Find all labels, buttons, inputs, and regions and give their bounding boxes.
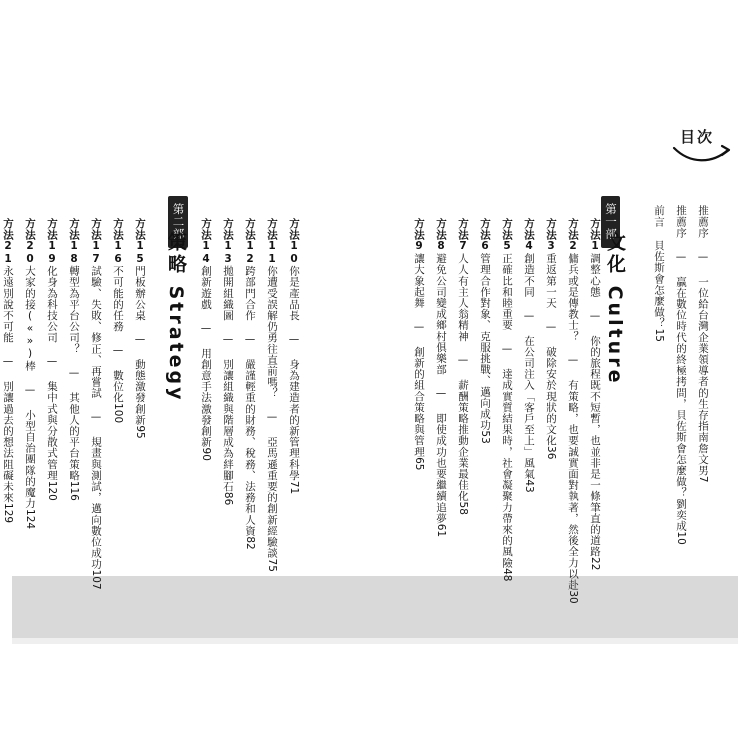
front-matter-author: 劉奕成 — [675, 498, 687, 532]
entry-number: 方法13 — [222, 218, 235, 266]
page-bottom-shadow — [12, 576, 738, 638]
entry-page: 82 — [244, 536, 257, 550]
entry-title: 創造不同 — 在公司注入「客戶至上」風氣 — [523, 252, 535, 480]
entry-title: 跨部門合作 — 嚴謹輕重的財務、稅務、法務和人資 — [244, 265, 257, 537]
front-matter-page: 10 — [675, 531, 687, 545]
front-matter-label: 推薦序 — 一位給台灣企業領導者的生存指南 — [697, 205, 709, 443]
part-2-title: 策略 Strategy — [165, 232, 187, 403]
entry-page: 22 — [589, 557, 601, 571]
entry-number: 方法12 — [244, 218, 257, 266]
front-matter-preface[interactable] — [653, 205, 664, 342]
toc-entry-method-13[interactable] — [222, 218, 233, 505]
entry-number: 方法11 — [266, 218, 279, 266]
page-gutter — [374, 20, 375, 568]
swoosh-icon — [672, 144, 732, 166]
entry-number: 方法3 — [545, 218, 557, 253]
toc-entry-method-5[interactable] — [501, 218, 512, 582]
entry-title: 大家的接(«»)棒 — 小型自治團隊的魔力 — [24, 265, 37, 510]
entry-title: 不可能的任務 — 數位化 — [112, 265, 125, 404]
entry-page: 107 — [90, 569, 103, 590]
entry-page: 36 — [545, 446, 557, 460]
entry-page: 71 — [288, 480, 301, 495]
entry-number: 方法18 — [68, 218, 81, 266]
front-matter-rec1[interactable] — [697, 205, 708, 483]
entry-title: 門板辦公桌 — 動態激發創新 — [134, 265, 147, 426]
entry-title: 正確比和睦重要 — 達成實質結果時，社會凝聚力帶來的風險 — [501, 252, 513, 569]
front-matter-label: 前言 貝佐斯會怎麼做？ — [653, 205, 665, 329]
entry-page: 58 — [457, 501, 469, 515]
entry-title: 傭兵或是傳教士？ — 有策略，也要誠實面對執著，然後全力以赴 — [567, 252, 579, 591]
entry-page: 124 — [24, 509, 37, 530]
front-matter-label: 推薦序 — 贏在數位時代的終極拷問，貝佐斯會怎麼做？ — [675, 205, 687, 499]
entry-title: 創新遊戲 — 用創意手法激發創新 — [200, 265, 213, 448]
toc-entry-method-16[interactable] — [112, 218, 123, 423]
toc-entry-method-9[interactable] — [413, 218, 424, 471]
entry-page: 48 — [501, 568, 513, 582]
toc-entry-method-2[interactable] — [567, 218, 578, 604]
entry-number: 方法15 — [134, 218, 147, 266]
toc-entry-method-19[interactable] — [46, 218, 57, 501]
entry-page: 30 — [567, 590, 579, 604]
entry-number: 方法8 — [435, 218, 447, 253]
entry-title: 你遭受誤解仍勇往直前嗎？ — 亞馬遜重要的創新經驗談 — [266, 265, 279, 559]
entry-title: 人人有主人翁精神 — 薪酬策略推動企業最佳化 — [457, 252, 469, 502]
entry-page: 116 — [68, 480, 81, 501]
toc-entry-method-7[interactable] — [457, 218, 468, 515]
entry-page: 65 — [413, 457, 425, 471]
entry-page: 90 — [200, 447, 213, 461]
toc-title: 目次 — [679, 128, 714, 146]
toc-entry-method-1[interactable] — [589, 218, 600, 570]
toc-entry-method-21[interactable] — [2, 218, 13, 523]
toc-entry-method-12[interactable] — [244, 218, 255, 550]
entry-number: 方法1 — [589, 218, 601, 253]
entry-number: 方法16 — [112, 218, 125, 266]
front-matter-page: 15 — [653, 328, 665, 342]
entry-number: 方法10 — [288, 218, 301, 266]
entry-number: 方法7 — [457, 218, 469, 253]
entry-title: 管理合作對象、克服挑戰、邁向成功 — [479, 252, 491, 431]
entry-number: 方法14 — [200, 218, 213, 266]
entry-page: 120 — [46, 480, 59, 501]
entry-page: 53 — [479, 430, 491, 444]
front-matter-rec2[interactable] — [675, 205, 686, 545]
entry-page: 75 — [266, 558, 279, 572]
entry-number: 方法21 — [2, 218, 15, 266]
toc-entry-method-3[interactable] — [545, 218, 556, 459]
entry-title: 化身為科技公司 — 集中式與分散式管理 — [46, 265, 59, 481]
toc-entry-method-8[interactable] — [435, 218, 446, 537]
entry-title: 讓大象起舞 — 創新的組合策略與管理 — [413, 252, 425, 458]
toc-header — [680, 126, 714, 147]
entry-title: 拋開組織圖 — 別讓組織與階層成為絆腳石 — [222, 265, 235, 492]
entry-page: 95 — [134, 425, 147, 439]
front-matter-page: 7 — [697, 475, 709, 483]
entry-number: 方法5 — [501, 218, 513, 253]
part-1-badge: 第一部 — [601, 196, 621, 248]
entry-title: 重返第一天 — 破除安於現狀的文化 — [545, 252, 557, 447]
front-matter-author: 詹文男 — [697, 442, 709, 476]
entry-page: 61 — [435, 523, 447, 538]
entry-number: 方法6 — [479, 218, 491, 253]
toc-entry-method-4[interactable] — [523, 218, 534, 493]
part-2-badge: 第二部 — [168, 196, 188, 248]
entry-title: 調整心態 — 你的旅程既不短暫，也並非是一條筆直的道路 — [589, 252, 601, 558]
part-1-title: 文化 Culture — [604, 232, 626, 386]
toc-entry-method-18[interactable] — [68, 218, 79, 501]
entry-title: 轉型為平台公司？ — 其他人的平台策略 — [68, 265, 81, 481]
entry-number: 方法17 — [90, 218, 103, 266]
entry-page: 100 — [112, 403, 125, 424]
entry-number: 方法9 — [413, 218, 425, 253]
entry-number: 方法19 — [46, 218, 59, 266]
entry-page: 43 — [523, 479, 535, 493]
toc-entry-method-14[interactable] — [200, 218, 211, 461]
toc-entry-method-10[interactable] — [288, 218, 299, 494]
entry-title: 你是產品長 — 身為建造者的新管理科學 — [288, 265, 301, 481]
entry-number: 方法4 — [523, 218, 535, 253]
entry-number: 方法2 — [567, 218, 579, 253]
toc-entry-method-11[interactable] — [266, 218, 277, 572]
entry-title: 試驗、失敗、修正、再嘗試 — 規畫與測試，邁向數位成功 — [90, 265, 103, 570]
entry-title: 永遠別說不可能 — 別讓過去的想法阻礙未來 — [2, 265, 15, 504]
entry-number: 方法20 — [24, 218, 37, 266]
entry-title: 避免公司變成鄉村俱樂部 — 即使成功也要繼續追夢 — [435, 252, 447, 524]
entry-page: 129 — [2, 503, 15, 524]
page-bottom-shadow-light — [12, 638, 738, 644]
entry-page: 86 — [222, 491, 235, 506]
toc-entry-method-20[interactable] — [24, 218, 35, 529]
toc-entry-method-15[interactable] — [134, 218, 145, 439]
toc-entry-method-6[interactable] — [479, 218, 490, 444]
toc-entry-method-17[interactable] — [90, 218, 101, 590]
